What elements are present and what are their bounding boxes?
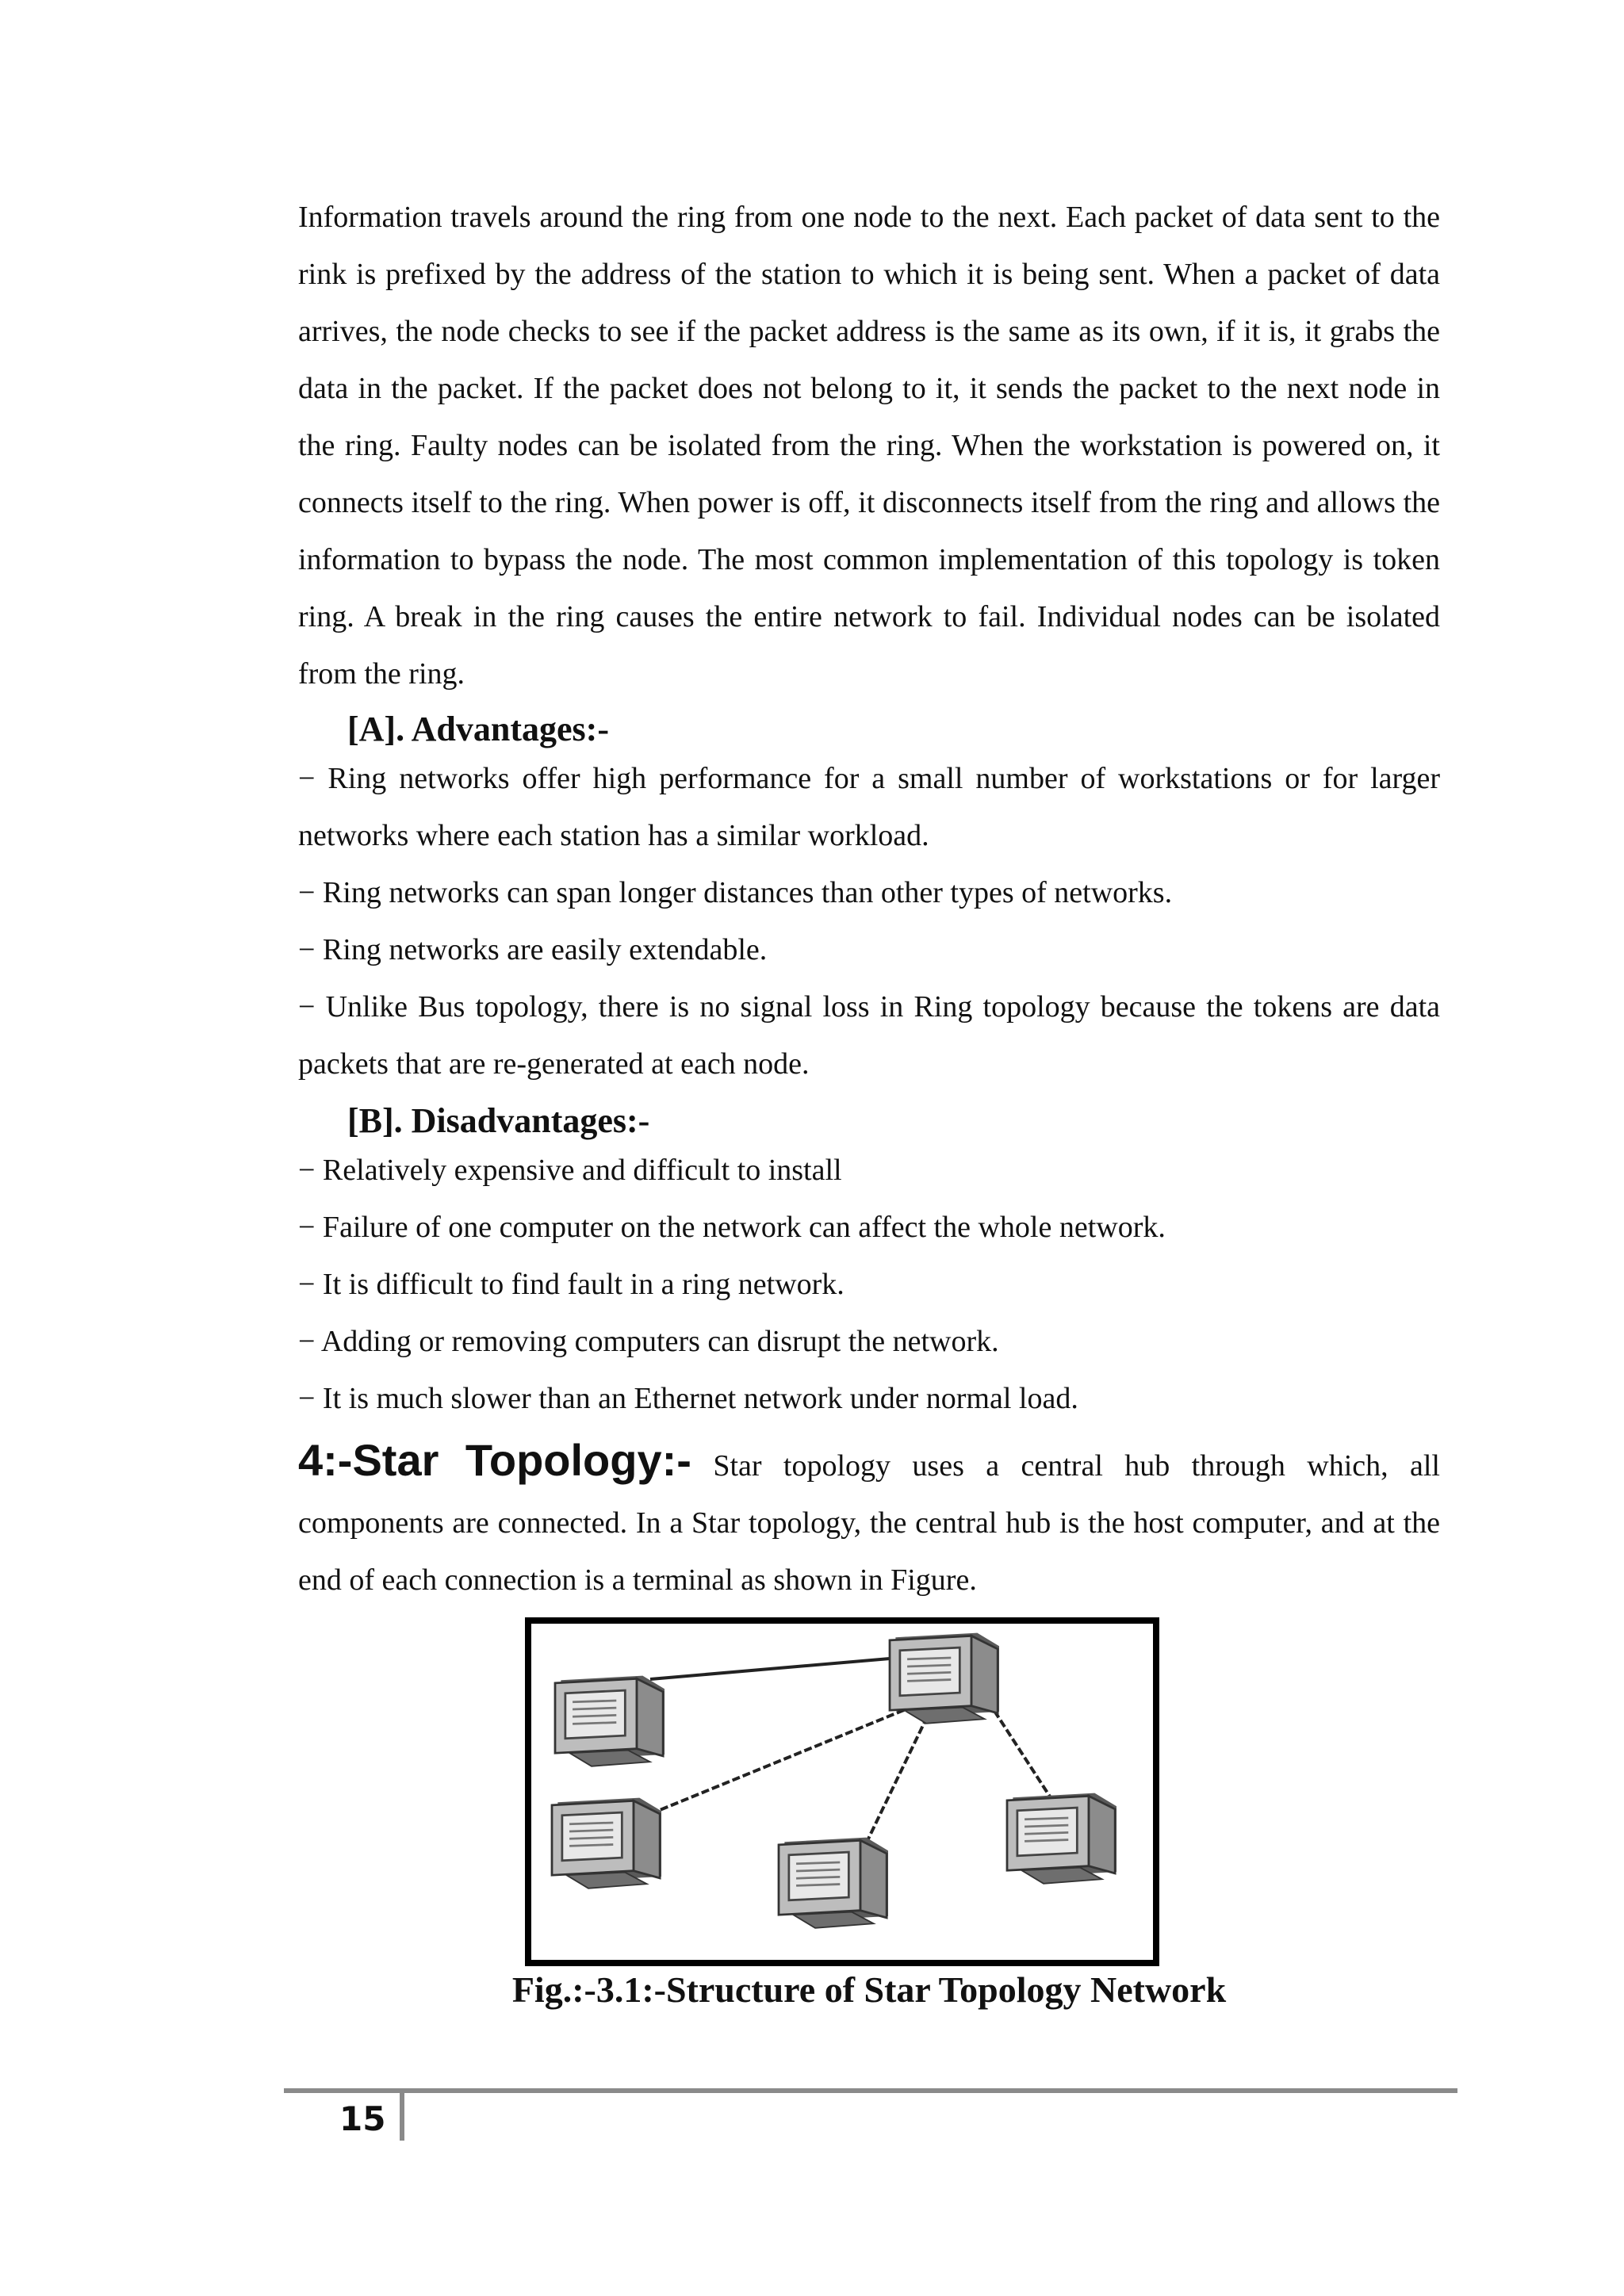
- star-topology-section: [298, 1432, 1440, 1609]
- list-item: − Relatively expensive and difficult to install: [298, 1154, 842, 1187]
- page-content: [298, 189, 1440, 1609]
- footer-divider: [284, 2088, 1457, 2093]
- terminal-top-left-icon: [555, 1676, 665, 1766]
- star-topology-title: 4:-Star Topology:-: [298, 1435, 691, 1485]
- list-item: − Ring networks can span longer distances than other types of networks.: [298, 876, 1173, 909]
- link-hub-top-left: [650, 1659, 890, 1679]
- terminal-right-icon: [1007, 1793, 1116, 1884]
- list-item: − Failure of one computer on the network can affect the whole network.: [298, 1211, 1166, 1244]
- intro-paragraph: Information travels around the ring from one node to the next. Each packet of data sent to the rink is prefixed by the address of the station to which it is being sent. When a packet of data arrives, the node checks to see if the packet address is the same as its own, if it is, it grabs the data in the packet. If the packet does not belong to it, it sends the packet to the next node in the ring. Faulty nodes can be isolated from the ring. When the workstation is powered on, it connects itself to the ring. When power is off, it disconnects itself from the ring and allows the information to bypass the node. The most common implementation of this topology is token ring. A break in the ring causes the entire network to fail. Individual nodes can be isolated from the ring.: [298, 201, 1440, 691]
- list-item: − Unlike Bus topology, there is no signal loss in Ring topology because the tokens are data packets that are re-generated at each node.: [298, 990, 1440, 1081]
- link-hub-right: [994, 1711, 1050, 1797]
- link-hub-bottom: [861, 1719, 926, 1854]
- link-hub-mid-left: [650, 1706, 914, 1814]
- star-topology-text: Star topology uses a central hub through which, all components are connected. In a Star topology, the central hub is the host computer, and at the end of each connection is a terminal as shown in Figure.: [298, 1449, 1440, 1597]
- disadvantages-heading: [B]. Disadvantages:-: [347, 1101, 650, 1140]
- advantages-list: [298, 750, 1440, 1093]
- advantages-heading: [A]. Advantages:-: [347, 710, 609, 748]
- list-item: − It is difficult to find fault in a ring network.: [298, 1268, 845, 1301]
- figure-caption: Fig.:-3.1:-Structure of Star Topology Network: [511, 1969, 1227, 2010]
- list-item: − Ring networks offer high performance for a small number of workstations or for larger networks where each station has a similar workload.: [298, 762, 1440, 852]
- footer-vertical-bar: [400, 2093, 404, 2141]
- star-topology-diagram: [531, 1624, 1153, 1960]
- figure-frame: [525, 1617, 1159, 1966]
- list-item: − Ring networks are easily extendable.: [298, 933, 768, 966]
- list-item: − It is much slower than an Ethernet network under normal load.: [298, 1382, 1078, 1415]
- page-number: 15: [339, 2099, 386, 2138]
- list-item: − Adding or removing computers can disrupt the network.: [298, 1325, 999, 1358]
- hub-computer-icon: [890, 1633, 999, 1724]
- terminal-mid-left-icon: [552, 1798, 661, 1888]
- star-topology-figure: [525, 1617, 1159, 1963]
- terminal-bottom-center-icon: [779, 1838, 888, 1928]
- disadvantages-list: [298, 1142, 1440, 1427]
